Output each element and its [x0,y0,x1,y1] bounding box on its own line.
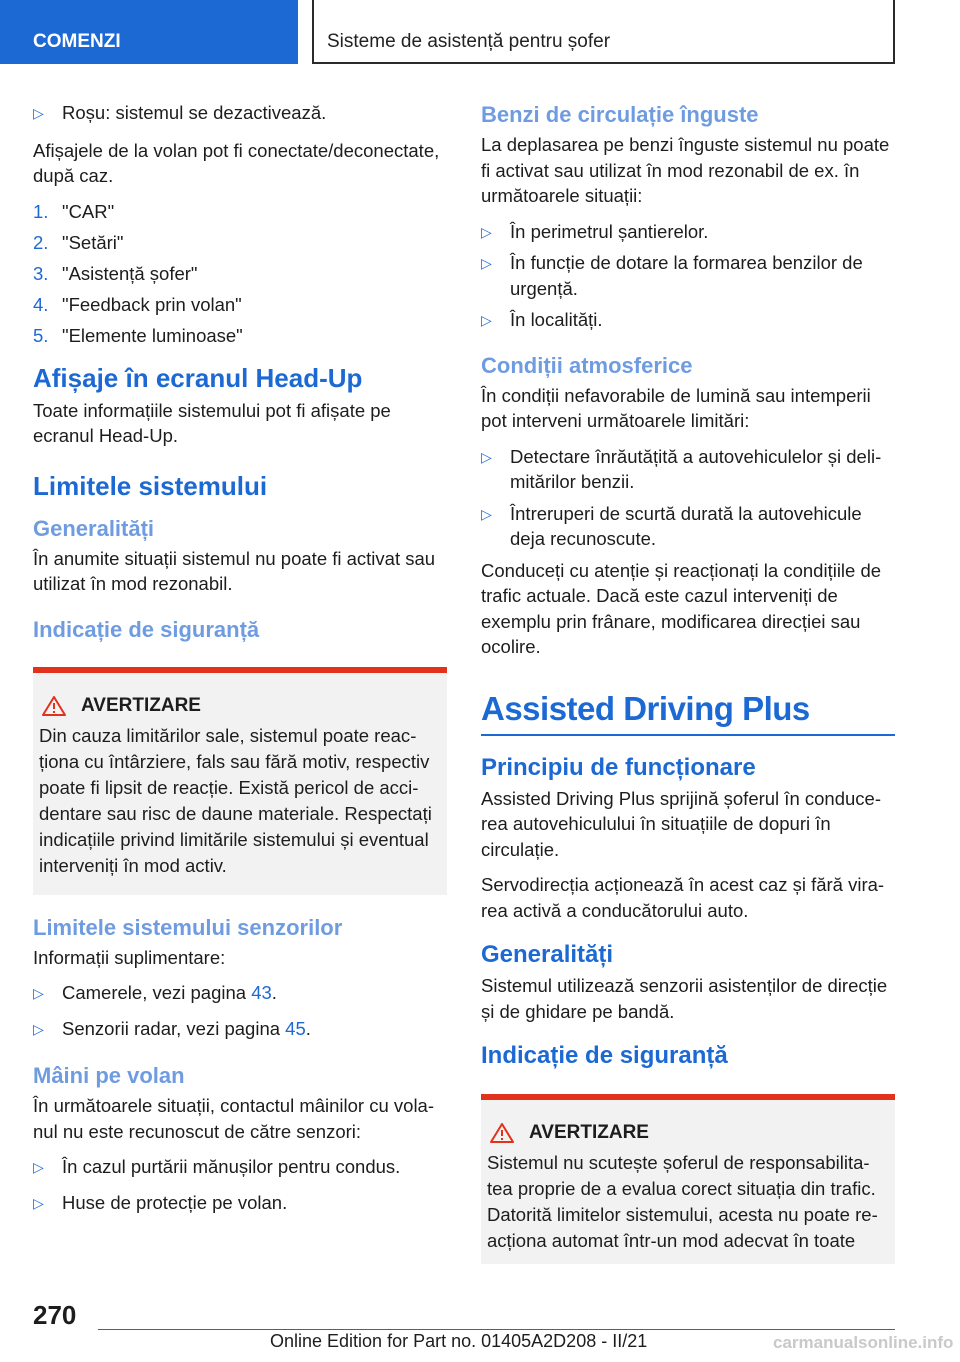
page-number: 270 [33,1300,77,1330]
paragraph: Assisted Driving Plus sprijină șoferul în conducerea autovehiculului în situațiile de dopuri în circulație. [481,787,881,860]
list-item: 4. "Feedback prin volan" [33,293,242,315]
list-item: ▷ Roșu: sistemul se dezactivează. [33,100,447,126]
list-item: ▷ Camerele, vezi pagina 43. [33,980,447,1006]
heading-assisted-driving-plus: Assisted Driving Plus [481,690,895,736]
watermark: carmanualsonline.info [773,1333,954,1352]
bullet-triangle-icon: ▷ [481,255,492,271]
warning-title: AVERTIZARE [529,1122,649,1143]
list-item: ▷ În perimetrul șantierelor. [481,219,895,245]
right-column [481,100,895,1264]
bullet-triangle-icon: ▷ [33,985,44,1001]
heading-maini: Mâini pe volan [33,1063,185,1088]
heading-headup: Afișaje în ecranul Head-Up [33,362,363,393]
paragraph: În condiții nefavorabile de lumină sau intemperii pot interveni următoarele limitări: [481,384,871,431]
page-link-radar[interactable]: 45 [285,1017,306,1039]
footer-edition: Online Edition for Part no. 01405A2D208 - II/21 [270,1331,648,1351]
paragraph: Conduceți cu atenție și reacționați la condițiile de trafic actuale. Dacă este cazul interveniți de exemplu prin frânare, modificarea direcției sau ocolire. [481,559,882,657]
bullet-triangle-icon: ▷ [33,1194,44,1211]
heading-limitele: Limitele sistemului [33,470,268,501]
list-item: ▷ În localități. [481,307,895,333]
heading-indicatie-right: Indicație de siguranță [481,1042,728,1069]
numbered-list [33,199,447,349]
bullet-triangle-icon: ▷ [33,105,44,121]
list-item: ▷ Huse de protecție pe volan. [33,1190,447,1216]
list-item: ▷ Detectare înrăutățită a autovehiculelor și delimitărilor benzii. [481,445,882,492]
bullet-triangle-icon: ▷ [481,223,492,240]
heading-principiu: Principiu de funcționare [481,753,756,781]
warning-text: Sistemul nu scutește șoferul de responsabilitatea proprie de a evalua corect situația din trafic. Datorită limitelor sistemului, acesta nu poate reacționa automat într-un mod adecvat în toate [487,1152,878,1251]
list-item: 1. "CAR" [33,200,115,222]
footer-divider [98,1329,895,1330]
warning-text: Din cauza limitărilor sale, sistemul poate reacționa cu întârziere, fals sau fără motiv, respectiv poate fi lipsit de reacție. Există pericol de accidentare sau risc de daune materiale. Respectați indicațiile privind limitările sistemului și eventual interveniți în mod activ. [39,724,432,876]
page-link-camere[interactable]: 43 [251,982,272,1003]
heading-generalitati: Generalități [33,515,155,541]
chapter-title: Sisteme de asistență pentru șofer [312,0,895,64]
list-item: 3. "Asistență șofer" [33,262,198,284]
heading-senzori: Limitele sistemului senzorilor [33,914,343,940]
paragraph: Toate informațiile sistemului pot fi afișate pe ecranul Head-Up. [33,399,391,446]
warning-triangle-icon [41,695,67,717]
bullet-triangle-icon: ▷ [33,1159,44,1175]
bullet-triangle-icon: ▷ [481,312,492,328]
warning-box [33,667,447,895]
warning-box [481,1094,895,1264]
bullet-triangle-icon: ▷ [481,505,492,522]
paragraph: Servodirecția acționează în acest caz și fără virarea activă a conducătorului auto. [481,874,885,921]
paragraph: Informații suplimentare: [33,946,226,968]
list-item: ▷ Senzorii radar, vezi pagina 45. [33,1016,447,1042]
bullet-triangle-icon: ▷ [481,448,492,465]
heading-benzi: Benzi de circulație înguste [481,102,759,127]
warning-title: AVERTIZARE [81,694,201,716]
list-item: ▷ În cazul purtării mănușilor pentru condus. [33,1154,447,1180]
paragraph: Sistemul utilizează senzorii asistenților de direcție și de ghidare pe bandă. [481,975,888,1022]
bullet-triangle-icon: ▷ [33,1020,44,1037]
heading-conditii: Condiții atmosferice [481,352,693,378]
paragraph: La deplasarea pe benzi înguste sistemul nu poate fi activat sau utilizat în mod rezonabil de ex. în următoarele situații: [481,134,890,206]
paragraph: În anumite situații sistemul nu poate fi activat sau utilizat în mod rezonabil. [33,547,436,594]
list-item: ▷ Întreruperi de scurtă durată la autovehicule deja recunoscute. [481,502,862,549]
paragraph: În următoarele situații, contactul mâinilor cu volanul nu este recunoscut de către senzori: [33,1095,435,1142]
heading-indicatie: Indicație de siguranță [33,616,260,642]
section-tab: COMENZI [0,0,298,64]
warning-triangle-icon [489,1122,515,1144]
heading-generalitati-right: Generalități [481,941,614,968]
list-item: ▷ În funcție de dotare la formarea benzilor de urgență. [481,252,863,299]
list-item: 2. "Setări" [33,231,124,253]
list-item: 5. "Elemente luminoase" [33,324,243,346]
left-column [33,100,447,1221]
paragraph: Afișajele de la volan pot fi conectate/deconectate, după caz. [33,139,440,186]
